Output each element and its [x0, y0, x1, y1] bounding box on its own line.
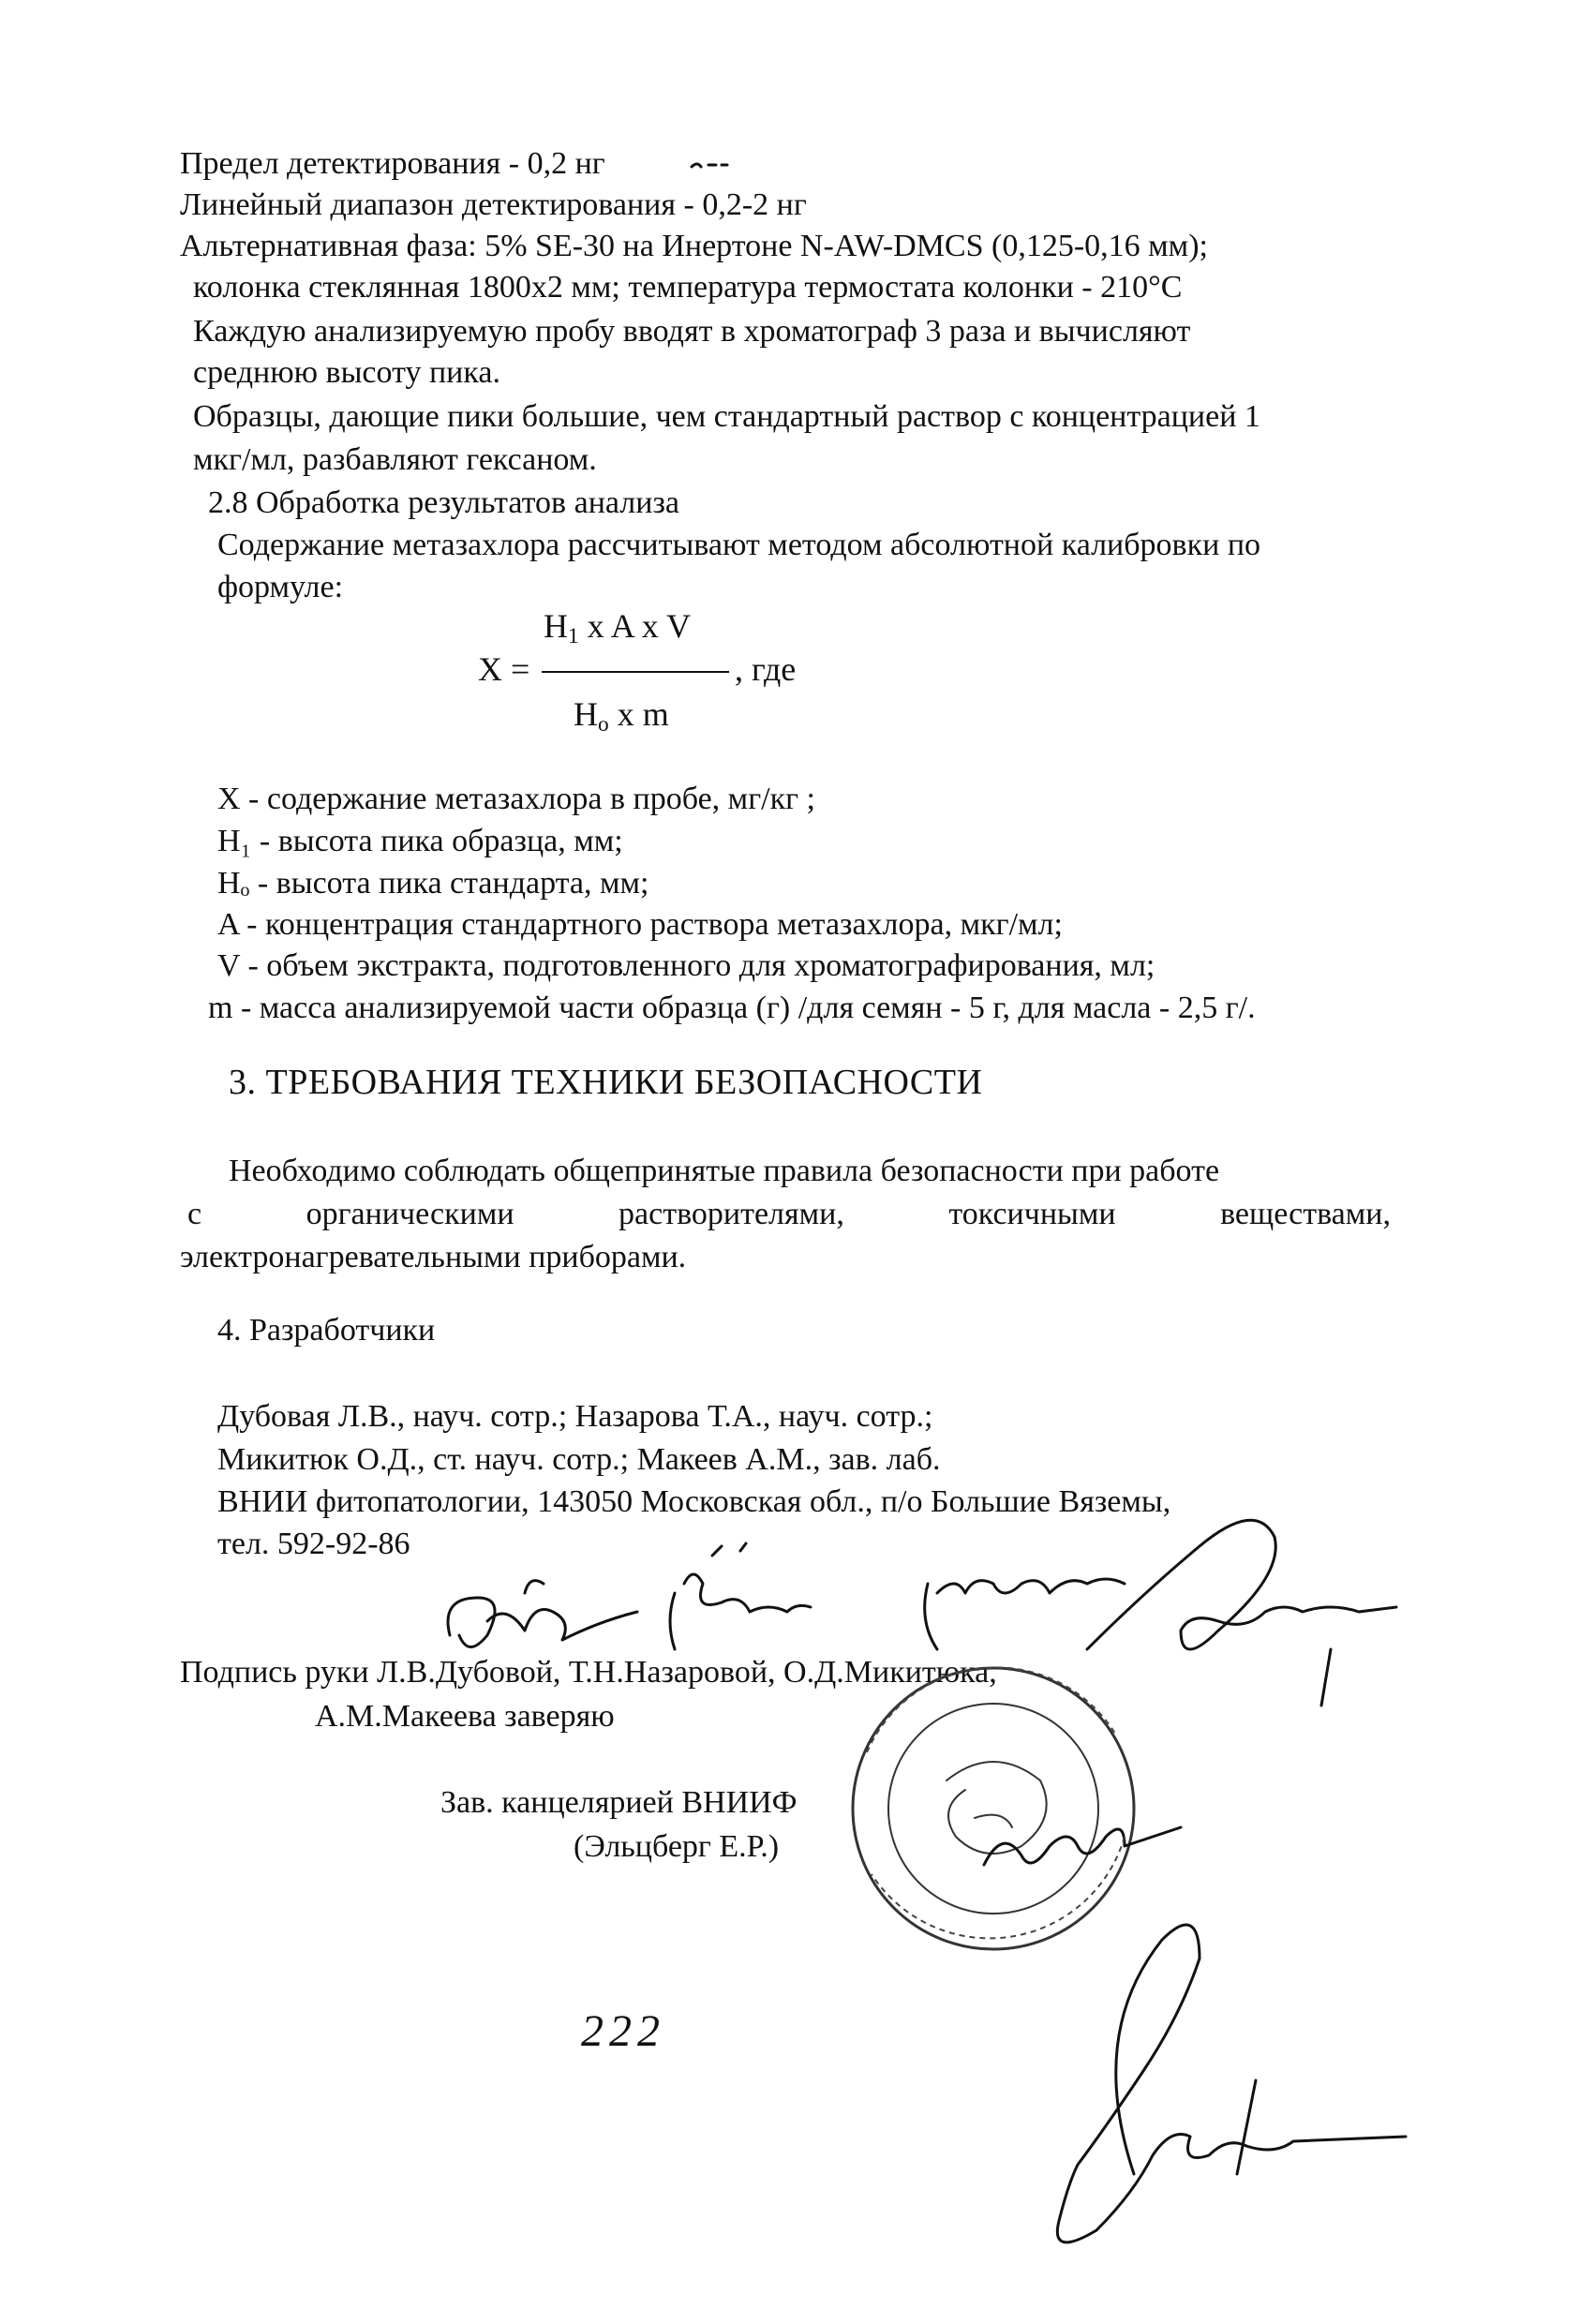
safety-word: с [187, 1197, 202, 1231]
injection-note: Каждую анализируемую пробу вводят в хроматограф 3 раза и вычисляют [193, 314, 1191, 349]
section-2-8-title: 2.8 Обработка результатов анализа [208, 485, 679, 520]
alternative-phase: Альтернативная фаза: 5% SE-30 на Инертоне N-AW-DMCS (0,125-0,16 мм); [180, 229, 1208, 263]
definition-a: A - концентрация стандартного раствора метазахлора, мкг/мл; [217, 907, 1063, 942]
linear-range: Линейный диапазон детектирования - 0,2-2 нг [180, 187, 807, 222]
certification-line-2: А.М.Макеева заверяю [315, 1699, 615, 1734]
column-conditions: колонка стеклянная 1800х2 мм; температура термостата колонки - 210°С [193, 270, 1183, 305]
safety-text-end: электронагревательными приборами. [180, 1240, 687, 1274]
safety-word: веществами, [1220, 1197, 1391, 1231]
definition-v: V - объем экстракта, подготовленного для хроматографирования, мл; [217, 948, 1155, 983]
dilution-note-cont: мкг/мл, разбавляют гексаном. [193, 442, 597, 477]
definition-h1: H₁ - высота пика образца, мм; [217, 824, 623, 858]
formula-numerator: $H_1$ x A x V [544, 607, 692, 648]
definition-x: X - содержание метазахлора в пробе, мг/кг ; [217, 782, 815, 816]
signature-makeev-large-icon [1057, 1925, 1406, 2242]
stamp-emblem-icon [947, 1762, 1047, 1854]
stamp-ring-text-icon [867, 1667, 1125, 1938]
dilution-note: Образцы, дающие пики большие, чем стандартный раствор с концентрацией 1 [193, 399, 1260, 434]
signature-dubovaya-icon [448, 1581, 637, 1647]
definition-ho: Hₒ - высота пика стандарта, мм; [217, 866, 649, 901]
institute-phone: тел. 592-92-86 [217, 1527, 410, 1561]
handwritten-mark [692, 164, 727, 167]
safety-word: растворителями, [619, 1197, 844, 1231]
institute-address: ВНИИ фитопатологии, 143050 Московская обл., п/о Большие Вяземы, [217, 1484, 1171, 1519]
stamp-inner-ring-icon [888, 1704, 1098, 1914]
formula-denominator: $H_o$ x m [574, 695, 669, 737]
page-number: 222 [581, 2006, 665, 2056]
section-3-title: 3. ТРЕБОВАНИЯ ТЕХНИКИ БЕЗОПАСНОСТИ [229, 1063, 983, 1102]
certification-line-3: Зав. канцелярией ВНИИФ [440, 1785, 798, 1820]
signature-makeev-icon [1087, 1520, 1396, 1706]
formula-suffix: , где [735, 650, 797, 688]
signature-eltsberg-icon [984, 1827, 1181, 1865]
definition-m: m - масса анализируемой части образца (г) /для семян - 5 г, для масла - 2,5 г/. [208, 991, 1256, 1025]
injection-note-cont: среднюю высоту пика. [193, 355, 500, 390]
signature-mikityuk-icon [925, 1579, 1125, 1649]
section-2-8-text: Содержание метазахлора рассчитывают методом абсолютной калибровки по [217, 528, 1261, 562]
section-4-title: 4. Разработчики [217, 1313, 436, 1348]
developers-line-2: Микитюк О.Д., ст. науч. сотр.; Макеев А.М., зав. лаб. [217, 1442, 941, 1477]
certification-line-1: Подпись руки Л.В.Дубовой, Т.Н.Назаровой, О.Д.Микитюка, [180, 1655, 997, 1690]
formula-lhs: X = [478, 650, 530, 688]
safety-text: Необходимо соблюдать общепринятые правила безопасности при работе [229, 1154, 1220, 1188]
certification-line-4: (Эльцберг Е.Р.) [574, 1829, 780, 1864]
stamp-outer-ring-icon [853, 1668, 1134, 1949]
signature-nazarova-icon [670, 1543, 811, 1649]
safety-word: органическими [306, 1197, 514, 1231]
safety-word: токсичными [948, 1197, 1116, 1231]
detection-limit: Предел детектирования - 0,2 нг [180, 146, 605, 181]
developers-line-1: Дубовая Л.В., науч. сотр.; Назарова Т.А., науч. сотр.; [217, 1399, 933, 1434]
section-2-8-text-cont: формуле: [217, 570, 344, 604]
